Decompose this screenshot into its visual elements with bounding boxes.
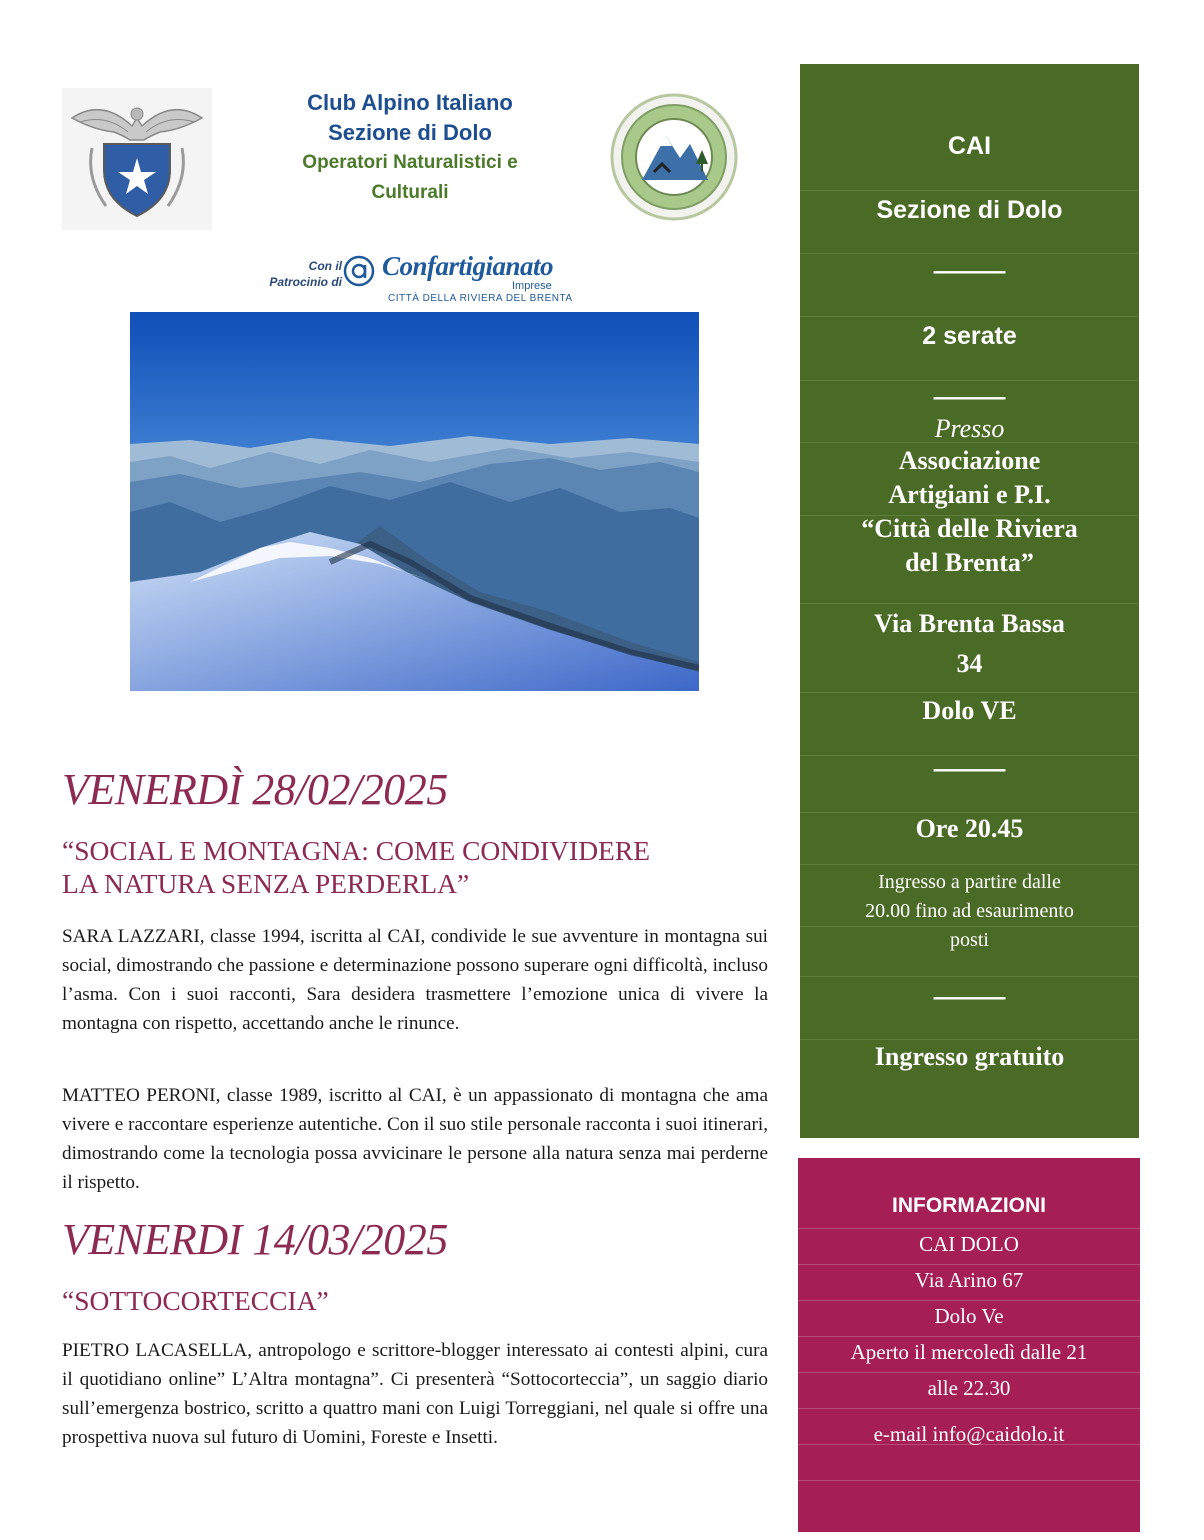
sidebar-separator: ——— [933,756,1006,783]
sidebar-venue: Associazione Artigiani e P.I. “Città delle Riviera del Brenta” [861,446,1078,577]
club-section: Sezione di Dolo [328,120,492,145]
info-town: Dolo Ve [934,1304,1004,1328]
sidebar-entry-note: Ingresso a partire dalle 20.00 fino ad esaurimento posti [865,871,1074,951]
cai-eagle-shield-logo [62,88,212,230]
sponsor-sub: Imprese [512,280,552,292]
speaker-name: MATTEO PERONI [62,1085,216,1106]
scientific-committee-logo [604,92,744,222]
event2-speaker-paragraph: PIETRO LACASELLA, antropologo e scrittore-blogger interessato ai contesti alpini, cura il quotidiano online” L’Altra montagna”. Ci presenterà “Sottocorteccia”, un saggio diario sull’emergenza bostrico, scritto a quattro mani con Luigi Torreggiani, nel quale si offre una prospettiva nuova sul futuro di Uomini, Foreste e Insetti. [62,1340,768,1448]
sponsor-name: Confartigianato [382,251,554,281]
sidebar-street: Via Brenta Bassa 34 [874,609,1065,678]
sidebar-presso: Presso [934,414,1005,443]
sidebar-evenings: 2 serate [922,322,1017,350]
info-org: CAI DOLO [919,1232,1019,1256]
sidebar-time: Ore 20.45 [915,814,1024,843]
patronage-block [250,248,590,308]
event-details-panel [800,64,1139,1138]
club-subtitle-line2: Culturali [371,182,449,203]
event1-speaker1-paragraph: SARA LAZZARI, classe 1994, iscritta al CAI, condivide le sue avventure in montagna sui social, dimostrando che passione e determinazione possono superare ogni difficoltà, incluso l’asma. Con i suoi racconti, Sara desidera trasmettere l’emozione unica di vivere la montagna con rispetto, accettando anche le rinunce. [62,926,768,1034]
sidebar-free-entry: Ingresso gratuito [874,1042,1065,1071]
info-panel [798,1158,1140,1532]
info-street: Via Arino 67 [914,1268,1024,1292]
event2-title: “SOTTOCORTECCIA” [62,1285,329,1316]
speaker-name: PIETRO LACASELLA [62,1340,248,1361]
info-hours-line1: Aperto il mercoledì dalle 21 [850,1340,1088,1364]
event1-title: “SOCIAL E MONTAGNA: COME CONDIVIDERE LA NATURA SENZA PERDERLA” [62,835,650,899]
mountain-photo [130,312,699,691]
info-email: e-mail info@caidolo.it [873,1422,1065,1446]
sidebar-section: Sezione di Dolo [876,196,1063,224]
club-name: Club Alpino Italiano [307,90,513,115]
event1-speaker2-paragraph: MATTEO PERONI, classe 1989, iscritto al CAI, è un appassionato di montagna che ama vivere e raccontare esperienze autentiche. Con il suo stile personale racconta i suoi itinerari, dimostrando come la tecnologia possa avvicinare le persone alla natura senza mai perderne il rispetto. [62,1085,768,1193]
info-hours-line2: alle 22.30 [927,1376,1011,1400]
club-title-block [250,88,570,208]
confartigianato-mark-icon [342,254,376,288]
speaker-name: SARA LAZZARI [62,926,200,947]
patronage-label: Con il Patrocinio di [269,259,342,289]
sidebar-town: Dolo VE [922,696,1017,725]
event1-date: VENERDÌ 28/02/2025 [62,765,448,814]
club-subtitle-line1: Operatori Naturalistici e [302,152,518,173]
sidebar-separator: ——— [933,384,1006,411]
sidebar-separator: ——— [933,258,1006,285]
info-heading: INFORMAZIONI [892,1194,1046,1217]
sidebar-org: CAI [947,132,992,160]
event2-date: VENERDI 14/03/2025 [62,1215,448,1264]
sidebar-separator: ——— [933,984,1006,1011]
sponsor-city: CITTÀ DELLA RIVIERA DEL BRENTA [388,293,573,304]
